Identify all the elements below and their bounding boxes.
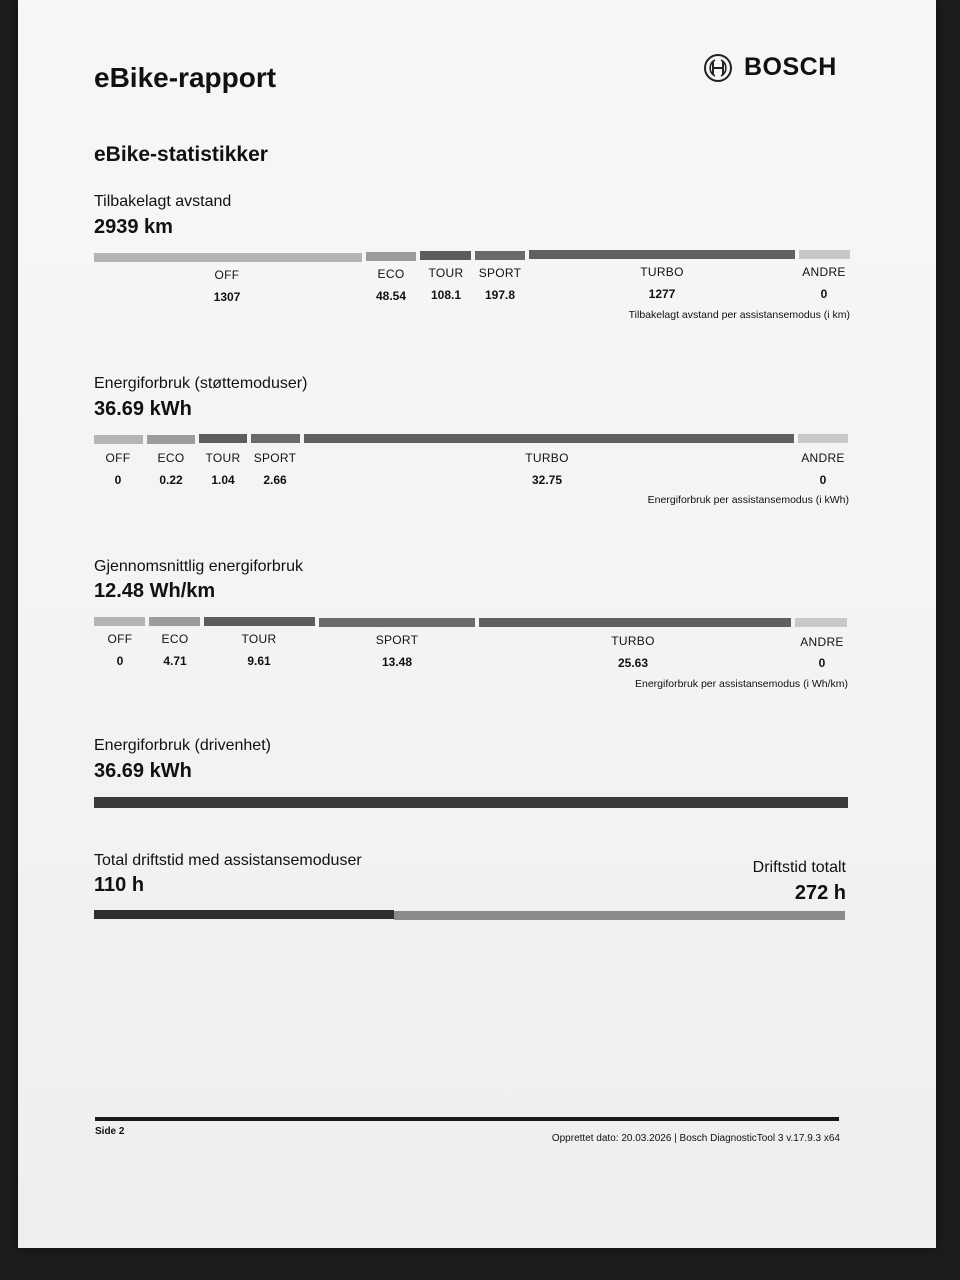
avg-mode-tour: TOUR xyxy=(241,632,277,646)
avg-value-off: 0 xyxy=(116,654,124,668)
energy-value-off: 0 xyxy=(114,473,122,487)
section-title: eBike-statistikker xyxy=(94,143,268,166)
energy-seg-andre xyxy=(798,434,848,443)
energy-drive-label: Energiforbruk (drivenhet) xyxy=(94,737,271,754)
distance-value-andre: 0 xyxy=(820,287,828,301)
energy-seg-off xyxy=(94,435,143,444)
energy-drive-total: 36.69 kWh xyxy=(94,760,192,782)
energy-mode-tour: TOUR xyxy=(205,451,241,465)
distance-value-tour: 108.1 xyxy=(430,288,462,302)
distance-seg-sport xyxy=(475,251,525,260)
runtime-assist-label: Total driftstid med assistansemoduser xyxy=(94,852,362,869)
avg-mode-eco: ECO xyxy=(161,632,189,646)
energy-seg-eco xyxy=(147,435,195,444)
avg-seg-tour xyxy=(204,617,315,626)
distance-mode-off: OFF xyxy=(214,268,240,282)
avg-value-andre: 0 xyxy=(818,656,826,670)
energy-modes-total: 36.69 kWh xyxy=(94,398,192,420)
energy-value-eco: 0.22 xyxy=(159,473,183,487)
runtime-seg-assist xyxy=(94,910,394,919)
runtime-total-value: 272 h xyxy=(794,882,846,904)
distance-note: Tilbakelagt avstand per assistansemodus (i km) xyxy=(628,309,850,321)
distance-seg-andre xyxy=(799,250,850,259)
energy-mode-turbo: TURBO xyxy=(525,451,569,465)
energy-seg-turbo xyxy=(304,434,794,443)
avg-seg-andre xyxy=(795,618,847,627)
avg-mode-turbo: TURBO xyxy=(611,634,655,648)
energy-mode-andre: ANDRE xyxy=(801,451,845,465)
report-title: eBike-rapport xyxy=(94,62,277,93)
energy-drive-bar xyxy=(94,797,848,808)
avg-mode-sport: SPORT xyxy=(375,633,419,647)
energy-modes-note: Energiforbruk per assistansemodus (i kWh) xyxy=(647,494,849,506)
avg-mode-off: OFF xyxy=(107,632,133,646)
energy-seg-tour xyxy=(199,434,247,443)
distance-value-off: 1307 xyxy=(213,290,241,304)
avg-seg-off xyxy=(94,617,145,626)
energy-mode-sport: SPORT xyxy=(253,451,297,465)
avg-seg-turbo xyxy=(479,618,791,627)
runtime-assist-total: 110 h xyxy=(94,874,145,896)
distance-value-turbo: 1277 xyxy=(648,287,676,301)
distance-seg-eco xyxy=(366,252,416,261)
energy-mode-eco: ECO xyxy=(157,451,185,465)
distance-mode-eco: ECO xyxy=(377,267,405,281)
energy-seg-sport xyxy=(251,434,300,443)
avg-value-turbo: 25.63 xyxy=(617,656,649,670)
distance-mode-tour: TOUR xyxy=(428,266,464,280)
avg-energy-note: Energiforbruk per assistansemodus (i Wh/km) xyxy=(635,678,848,690)
energy-mode-off: OFF xyxy=(105,451,131,465)
avg-value-tour: 9.61 xyxy=(247,654,271,668)
distance-mode-turbo: TURBO xyxy=(640,265,684,279)
distance-seg-tour xyxy=(420,251,471,260)
distance-value-sport: 197.8 xyxy=(484,288,516,302)
avg-energy-label: Gjennomsnittlig energiforbruk xyxy=(94,558,303,575)
distance-seg-off xyxy=(94,253,362,262)
energy-modes-label: Energiforbruk (støttemoduser) xyxy=(94,375,308,392)
distance-seg-turbo xyxy=(529,250,795,259)
avg-value-sport: 13.48 xyxy=(381,655,413,669)
energy-value-andre: 0 xyxy=(819,473,827,487)
energy-value-sport: 2.66 xyxy=(263,473,287,487)
distance-label: Tilbakelagt avstand xyxy=(94,193,232,210)
bosch-logo xyxy=(704,53,837,82)
avg-energy-total: 12.48 Wh/km xyxy=(94,580,216,602)
avg-mode-andre: ANDRE xyxy=(800,635,844,649)
page-number: Side 2 xyxy=(95,1126,125,1137)
runtime-total-label: Driftstid totalt xyxy=(752,859,846,876)
distance-mode-andre: ANDRE xyxy=(802,265,846,279)
runtime-seg-rest xyxy=(394,911,845,920)
avg-seg-eco xyxy=(149,617,200,626)
footer-rule xyxy=(95,1117,839,1121)
energy-value-tour: 1.04 xyxy=(211,473,235,487)
distance-total: 2939 km xyxy=(94,216,173,238)
avg-value-eco: 4.71 xyxy=(163,654,187,668)
distance-mode-sport: SPORT xyxy=(478,266,522,280)
distance-value-eco: 48.54 xyxy=(375,289,407,303)
bosch-armature-icon xyxy=(704,54,732,82)
brand-name: BOSCH xyxy=(744,53,837,81)
energy-value-turbo: 32.75 xyxy=(531,473,563,487)
footer-created: Opprettet dato: 20.03.2026 | Bosch DiagnosticTool 3 v.17.9.3 x64 xyxy=(551,1133,840,1144)
avg-seg-sport xyxy=(319,618,475,627)
